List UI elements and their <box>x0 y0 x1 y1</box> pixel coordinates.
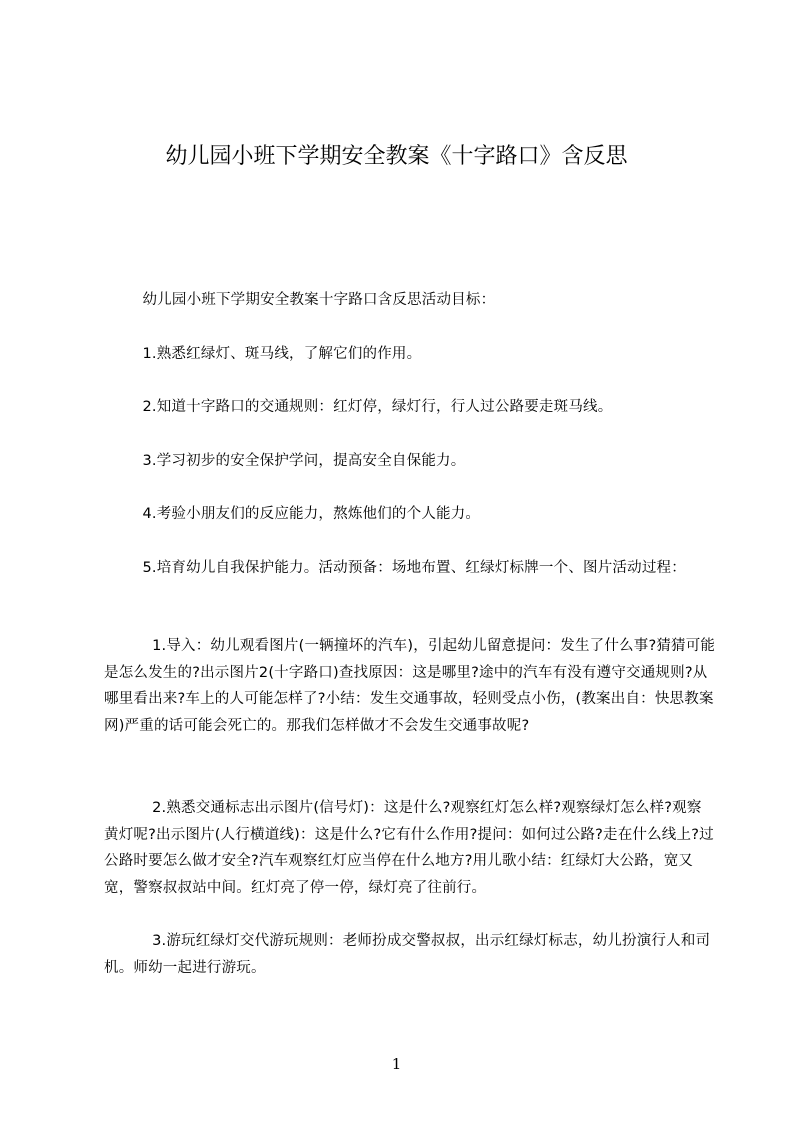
paragraph-goal-2: 2.知道十字路口的交通规则：红灯停，绿灯行，行人过公路要走斑马线。 <box>104 399 613 415</box>
page-number: 1 <box>391 1055 402 1073</box>
paragraph-goal-1: 1.熟悉红绿灯、斑马线，了解它们的作用。 <box>104 346 422 362</box>
paragraph-step-2: 2.熟悉交通标志出示图片(信号灯)：这是什么?观察红灯怎么样?观察绿灯怎么样?观察黄灯呢?出示图片(人行横道线)：这是什么?它有什么作用?提问：如何过公路?走在什么线上?过公路时要怎么做才安全?汽车观察红灯应当停在什么地方?用儿歌小结：红绿灯大公路，宽又宽，警察叔叔站中间。红灯亮了停一停，绿灯亮了往前行。 <box>104 800 714 896</box>
paragraph-goal-5: 5.培育幼儿自我保护能力。活动预备：场地布置、红绿灯标牌一个、图片活动过程： <box>104 560 686 576</box>
paragraph-intro: 幼儿园小班下学期安全教案十字路口含反思活动目标： <box>104 292 496 308</box>
paragraph-goal-3: 3.学习初步的安全保护学问，提高安全自保能力。 <box>104 453 466 469</box>
paragraph-goal-4: 4.考验小朋友们的反应能力，熬炼他们的个人能力。 <box>104 506 481 522</box>
page-title: 幼儿园小班下学期安全教案《十字路口》含反思 <box>165 144 628 169</box>
paragraph-step-3: 3.游玩红绿灯交代游玩规则：老师扮成交警叔叔，出示红绿灯标志，幼儿扮演行人和司机。师幼一起进行游玩。 <box>104 933 711 976</box>
paragraph-step-1: 1.导入：幼儿观看图片(一辆撞坏的汽车)，引起幼儿留意提问：发生了什么事?猜猜可能是怎么发生的?出示图片2(十字路口)查找原因：这是哪里?途中的汽车有没有遵守交通规则?从哪里看出来?车上的人可能怎样了?小结：发生交通事故，轻则受点小伤，(教案出自：快思教案网)严重的话可能会死亡的。那我们怎样做才不会发生交通事故呢? <box>104 638 716 734</box>
